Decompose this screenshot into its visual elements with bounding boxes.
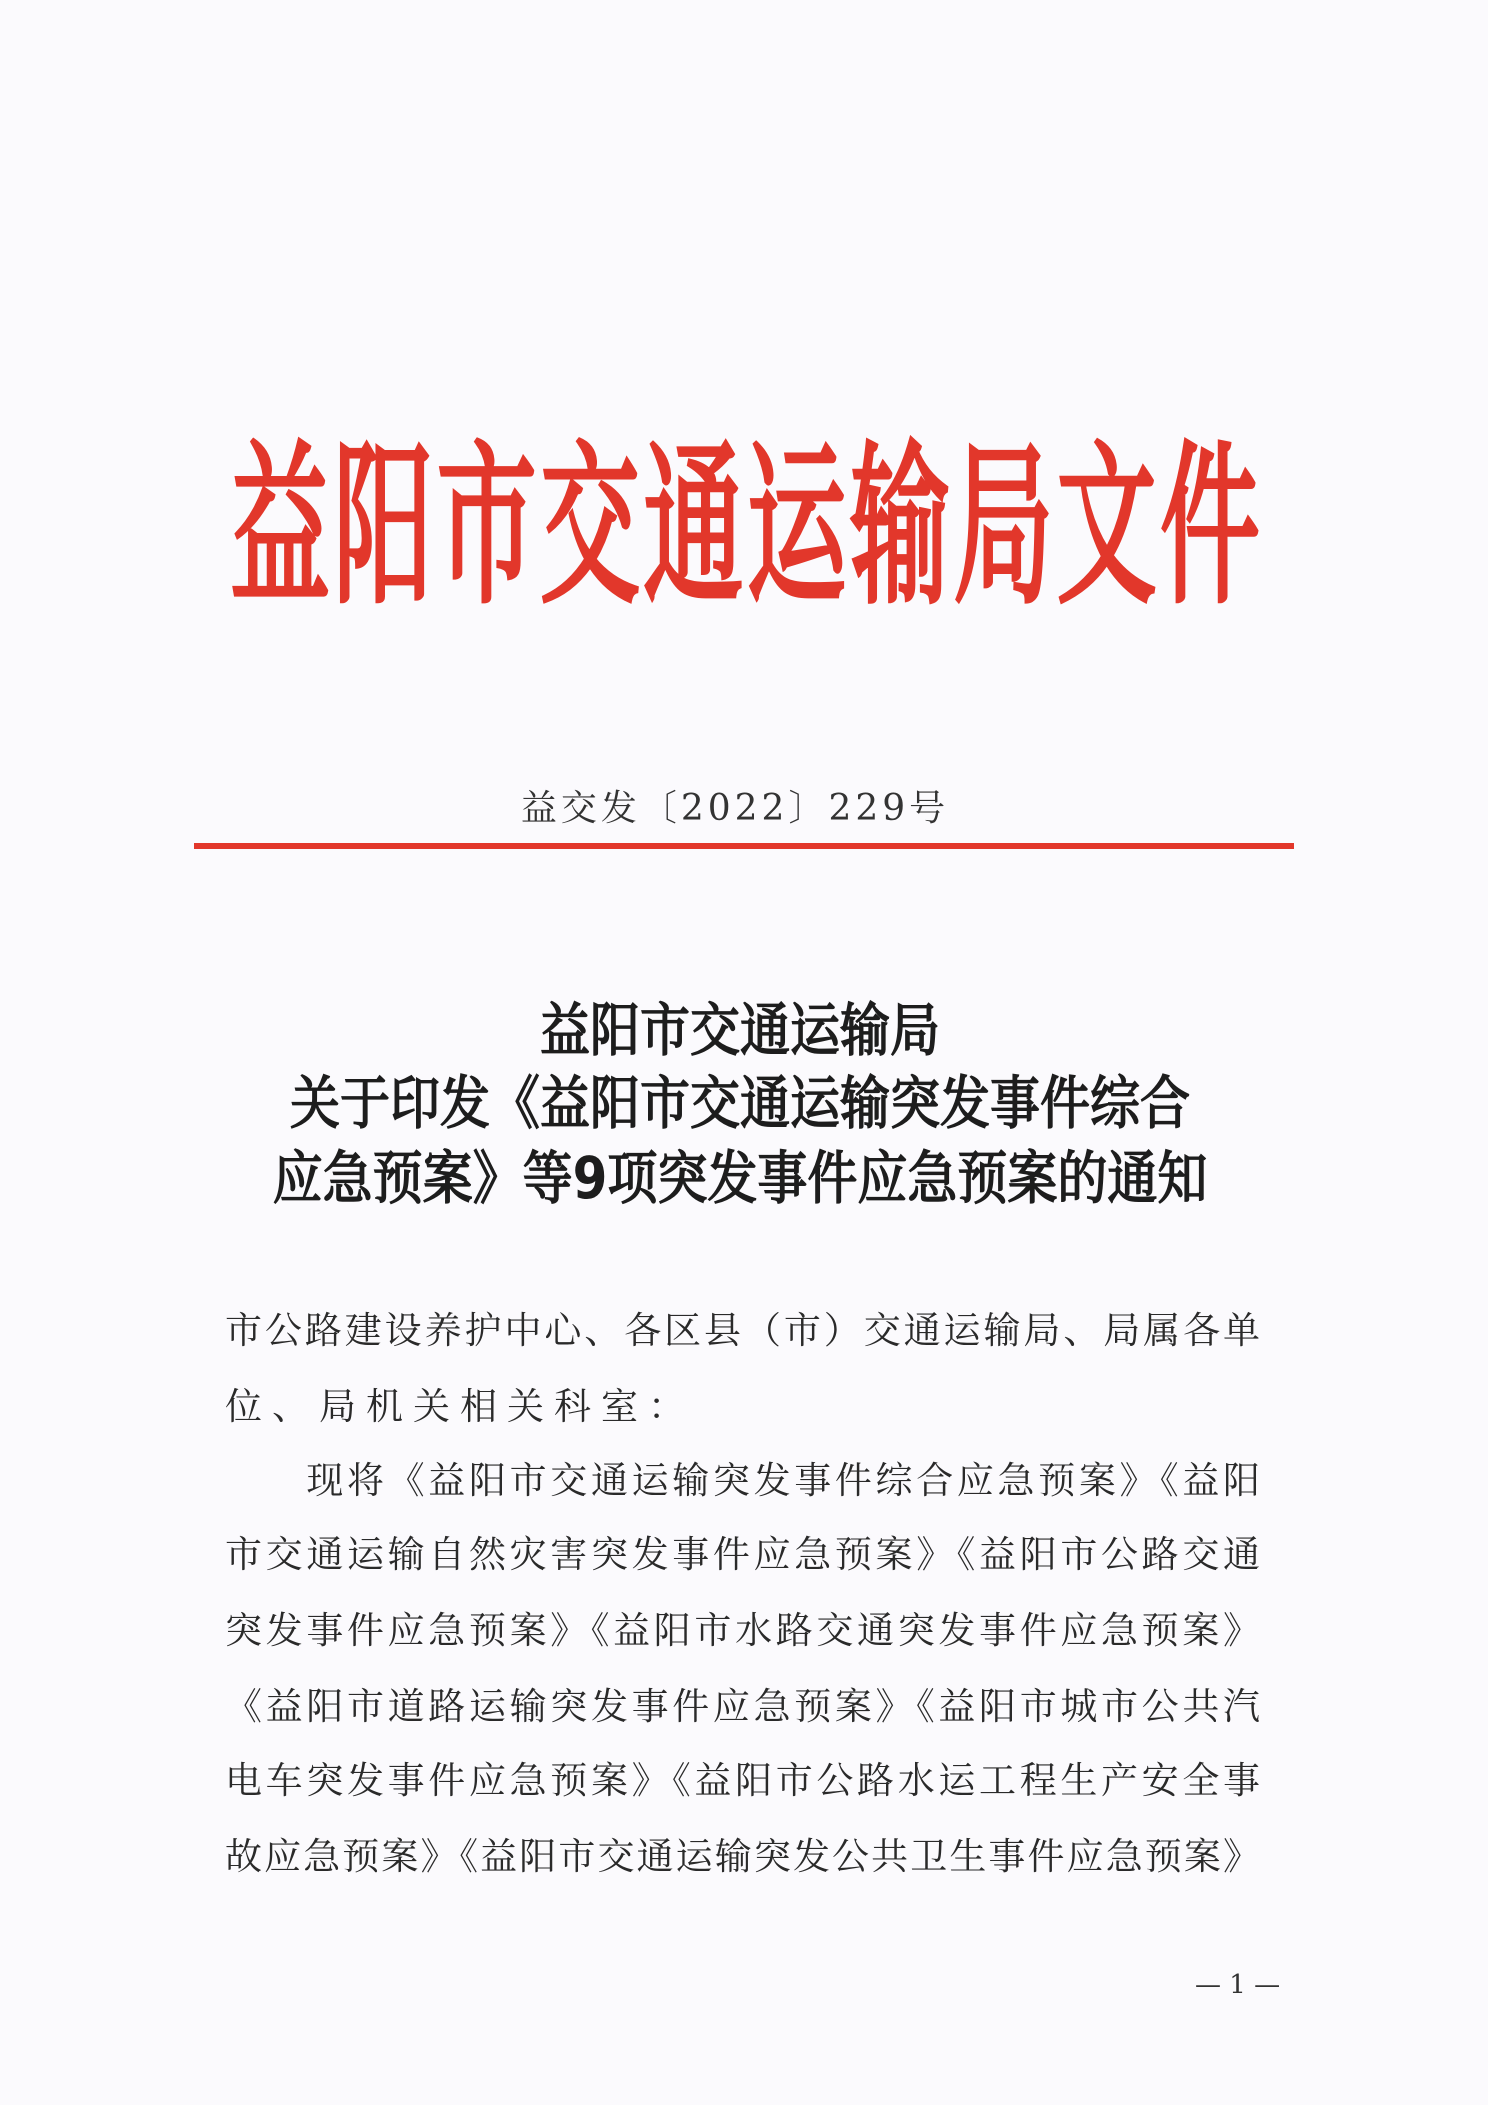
body-line: 位、局机关相关科室： bbox=[225, 1385, 695, 1428]
masthead-char: 益 bbox=[230, 424, 330, 629]
masthead-char: 通 bbox=[643, 424, 744, 629]
masthead-char: 件 bbox=[1159, 424, 1260, 629]
masthead-char: 市 bbox=[436, 424, 537, 629]
title-line: 应急预案》等9项突发事件应急预案的通知 bbox=[272, 1145, 1208, 1212]
body-line: 《益阳市道路运输突发事件应急预案》《益阳市城市公共汽 bbox=[225, 1685, 1260, 1728]
document-number: 益交发〔2022〕229号 bbox=[520, 788, 950, 829]
body-line: 市交通运输自然灾害突发事件应急预案》《益阳市公路交通 bbox=[225, 1533, 1260, 1576]
body-line: 市公路建设养护中心、各区县（市）交通运输局、局属各单 bbox=[225, 1309, 1260, 1352]
masthead-char: 交 bbox=[539, 424, 640, 629]
body-line: 突发事件应急预案》《益阳市水路交通突发事件应急预案》 bbox=[225, 1609, 1260, 1652]
masthead-char: 文 bbox=[1056, 424, 1157, 629]
masthead-char: 阳 bbox=[333, 424, 434, 629]
title-line: 益阳市交通运输局 bbox=[540, 997, 940, 1064]
body-line: 故应急预案》《益阳市交通运输突发公共卫生事件应急预案》 bbox=[225, 1835, 1260, 1878]
page-number: — 1 — bbox=[1195, 1970, 1281, 2000]
masthead-char: 输 bbox=[849, 424, 950, 629]
title-line: 关于印发《益阳市交通运输突发事件综合 bbox=[290, 1070, 1190, 1137]
masthead-char: 运 bbox=[746, 424, 847, 629]
masthead-char: 局 bbox=[953, 424, 1054, 629]
red-divider bbox=[194, 843, 1294, 849]
masthead-title bbox=[230, 424, 1260, 629]
body-line: 电车突发事件应急预案》《益阳市公路水运工程生产安全事 bbox=[225, 1759, 1260, 1802]
body-line: 现将《益阳市交通运输突发事件综合应急预案》《益阳 bbox=[225, 1459, 1260, 1502]
